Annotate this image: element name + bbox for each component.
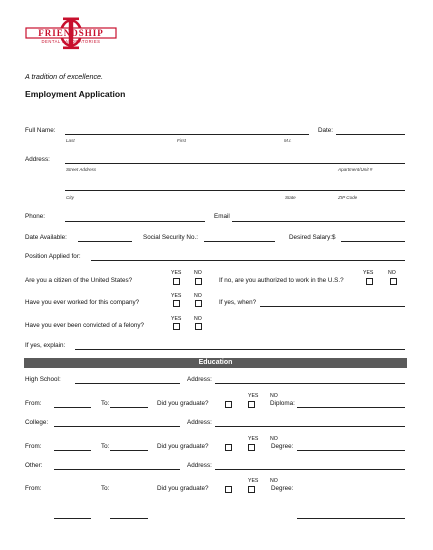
high-school-address-field[interactable] bbox=[215, 383, 405, 384]
date-available-label: Date Available: bbox=[25, 234, 67, 241]
if-yes-when-label: If yes, when? bbox=[219, 299, 257, 306]
phone-field[interactable] bbox=[65, 221, 205, 222]
hs-grad-yes-caption: YES bbox=[248, 393, 259, 399]
citizen-yes-checkbox[interactable] bbox=[173, 278, 180, 285]
worked-no-caption: NO bbox=[194, 293, 202, 299]
address-label: Address: bbox=[25, 156, 50, 163]
college-grad-yes-caption: YES bbox=[248, 436, 259, 442]
college-degree-field[interactable] bbox=[297, 450, 405, 451]
college-from-label: From: bbox=[25, 443, 42, 450]
worked-no-checkbox[interactable] bbox=[195, 300, 202, 307]
authorized-no-checkbox[interactable] bbox=[390, 278, 397, 285]
other-to-field[interactable] bbox=[110, 518, 148, 519]
college-graduate-question: Did you graduate? bbox=[157, 443, 209, 450]
authorized-yes-checkbox[interactable] bbox=[366, 278, 373, 285]
date-label: Date: bbox=[318, 127, 334, 134]
other-address-field[interactable] bbox=[215, 469, 405, 470]
ssn-label: Social Security No.: bbox=[143, 234, 198, 241]
salary-field[interactable] bbox=[341, 241, 405, 242]
other-graduate-question: Did you graduate? bbox=[157, 485, 209, 492]
city-state-zip-field[interactable] bbox=[65, 190, 405, 191]
worked-yes-caption: YES bbox=[171, 293, 182, 299]
diploma-label: Diploma: bbox=[270, 400, 295, 407]
high-school-field[interactable] bbox=[75, 383, 180, 384]
if-yes-explain-field[interactable] bbox=[75, 349, 405, 350]
citizen-question: Are you a citizen of the United States? bbox=[25, 277, 133, 284]
other-label: Other: bbox=[25, 462, 43, 469]
felony-yes-checkbox[interactable] bbox=[173, 323, 180, 330]
college-field[interactable] bbox=[54, 426, 180, 427]
hs-to-label: To: bbox=[101, 400, 110, 407]
college-grad-no-caption: NO bbox=[270, 436, 278, 442]
hs-graduate-yes-checkbox[interactable] bbox=[225, 401, 232, 408]
street-address-field[interactable] bbox=[65, 163, 405, 164]
authorized-question: If no, are you authorized to work in the U.S.? bbox=[219, 277, 344, 284]
felony-yes-caption: YES bbox=[171, 316, 182, 322]
tagline: A tradition of excellence. bbox=[25, 72, 104, 81]
other-graduate-yes-checkbox[interactable] bbox=[225, 486, 232, 493]
college-graduate-yes-checkbox[interactable] bbox=[225, 444, 232, 451]
last-name-caption: Last bbox=[66, 138, 75, 143]
apartment-caption: Apartment/Unit # bbox=[338, 167, 373, 172]
other-address-label: Address: bbox=[187, 462, 212, 469]
position-label: Position Applied for: bbox=[25, 253, 81, 260]
citizen-no-caption: NO bbox=[194, 270, 202, 276]
mi-caption: M.I. bbox=[284, 138, 292, 143]
email-field[interactable] bbox=[232, 221, 405, 222]
diploma-field[interactable] bbox=[297, 407, 405, 408]
hs-grad-no-caption: NO bbox=[270, 393, 278, 399]
felony-no-checkbox[interactable] bbox=[195, 323, 202, 330]
other-degree-label: Degree: bbox=[271, 485, 294, 492]
hs-to-field[interactable] bbox=[110, 407, 148, 408]
date-field[interactable] bbox=[336, 134, 405, 135]
other-to-label: To: bbox=[101, 485, 110, 492]
other-graduate-no-checkbox[interactable] bbox=[248, 486, 255, 493]
college-address-label: Address: bbox=[187, 419, 212, 426]
college-degree-label: Degree: bbox=[271, 443, 294, 450]
college-label: College: bbox=[25, 419, 49, 426]
other-degree-field[interactable] bbox=[297, 518, 405, 519]
hs-graduate-no-checkbox[interactable] bbox=[248, 401, 255, 408]
college-to-label: To: bbox=[101, 443, 110, 450]
ssn-field[interactable] bbox=[204, 241, 275, 242]
high-school-label: High School: bbox=[25, 376, 61, 383]
email-label: Email bbox=[214, 213, 230, 220]
college-graduate-no-checkbox[interactable] bbox=[248, 444, 255, 451]
worked-question: Have you ever worked for this company? bbox=[25, 299, 140, 306]
other-field[interactable] bbox=[54, 469, 180, 470]
zip-caption: ZIP Code bbox=[338, 195, 358, 200]
college-address-field[interactable] bbox=[215, 426, 405, 427]
date-available-field[interactable] bbox=[78, 241, 132, 242]
street-address-caption: Street Address bbox=[66, 167, 97, 172]
college-to-field[interactable] bbox=[110, 450, 148, 451]
citizen-no-checkbox[interactable] bbox=[195, 278, 202, 285]
felony-no-caption: NO bbox=[194, 316, 202, 322]
other-grad-yes-caption: YES bbox=[248, 478, 259, 484]
state-caption: State bbox=[285, 195, 296, 200]
full-name-label: Full Name: bbox=[25, 127, 56, 134]
hs-graduate-question: Did you graduate? bbox=[157, 400, 209, 407]
page-title: Employment Application bbox=[25, 89, 126, 99]
hs-from-label: From: bbox=[25, 400, 42, 407]
city-caption: City bbox=[66, 195, 74, 200]
other-from-field[interactable] bbox=[54, 518, 91, 519]
position-field[interactable] bbox=[91, 260, 405, 261]
other-from-label: From: bbox=[25, 485, 42, 492]
full-name-field[interactable] bbox=[65, 134, 309, 135]
authorized-yes-caption: YES bbox=[363, 270, 374, 276]
worked-yes-checkbox[interactable] bbox=[173, 300, 180, 307]
if-yes-explain-label: If yes, explain: bbox=[25, 342, 66, 349]
hs-from-field[interactable] bbox=[54, 407, 91, 408]
other-grad-no-caption: NO bbox=[270, 478, 278, 484]
company-logo bbox=[25, 17, 117, 50]
education-section-header: Education bbox=[24, 358, 407, 368]
authorized-no-caption: NO bbox=[388, 270, 396, 276]
if-yes-when-field[interactable] bbox=[260, 306, 405, 307]
salary-label: Desired Salary:$ bbox=[289, 234, 336, 241]
logo-name: FRIENDSHIP bbox=[38, 27, 104, 38]
citizen-yes-caption: YES bbox=[171, 270, 182, 276]
college-from-field[interactable] bbox=[54, 450, 91, 451]
high-school-address-label: Address: bbox=[187, 376, 212, 383]
phone-label: Phone: bbox=[25, 213, 45, 220]
first-name-caption: First bbox=[177, 138, 186, 143]
felony-question: Have you ever been convicted of a felony? bbox=[25, 322, 145, 329]
logo-subtitle: DENTAL LABORATORIES bbox=[41, 38, 101, 44]
